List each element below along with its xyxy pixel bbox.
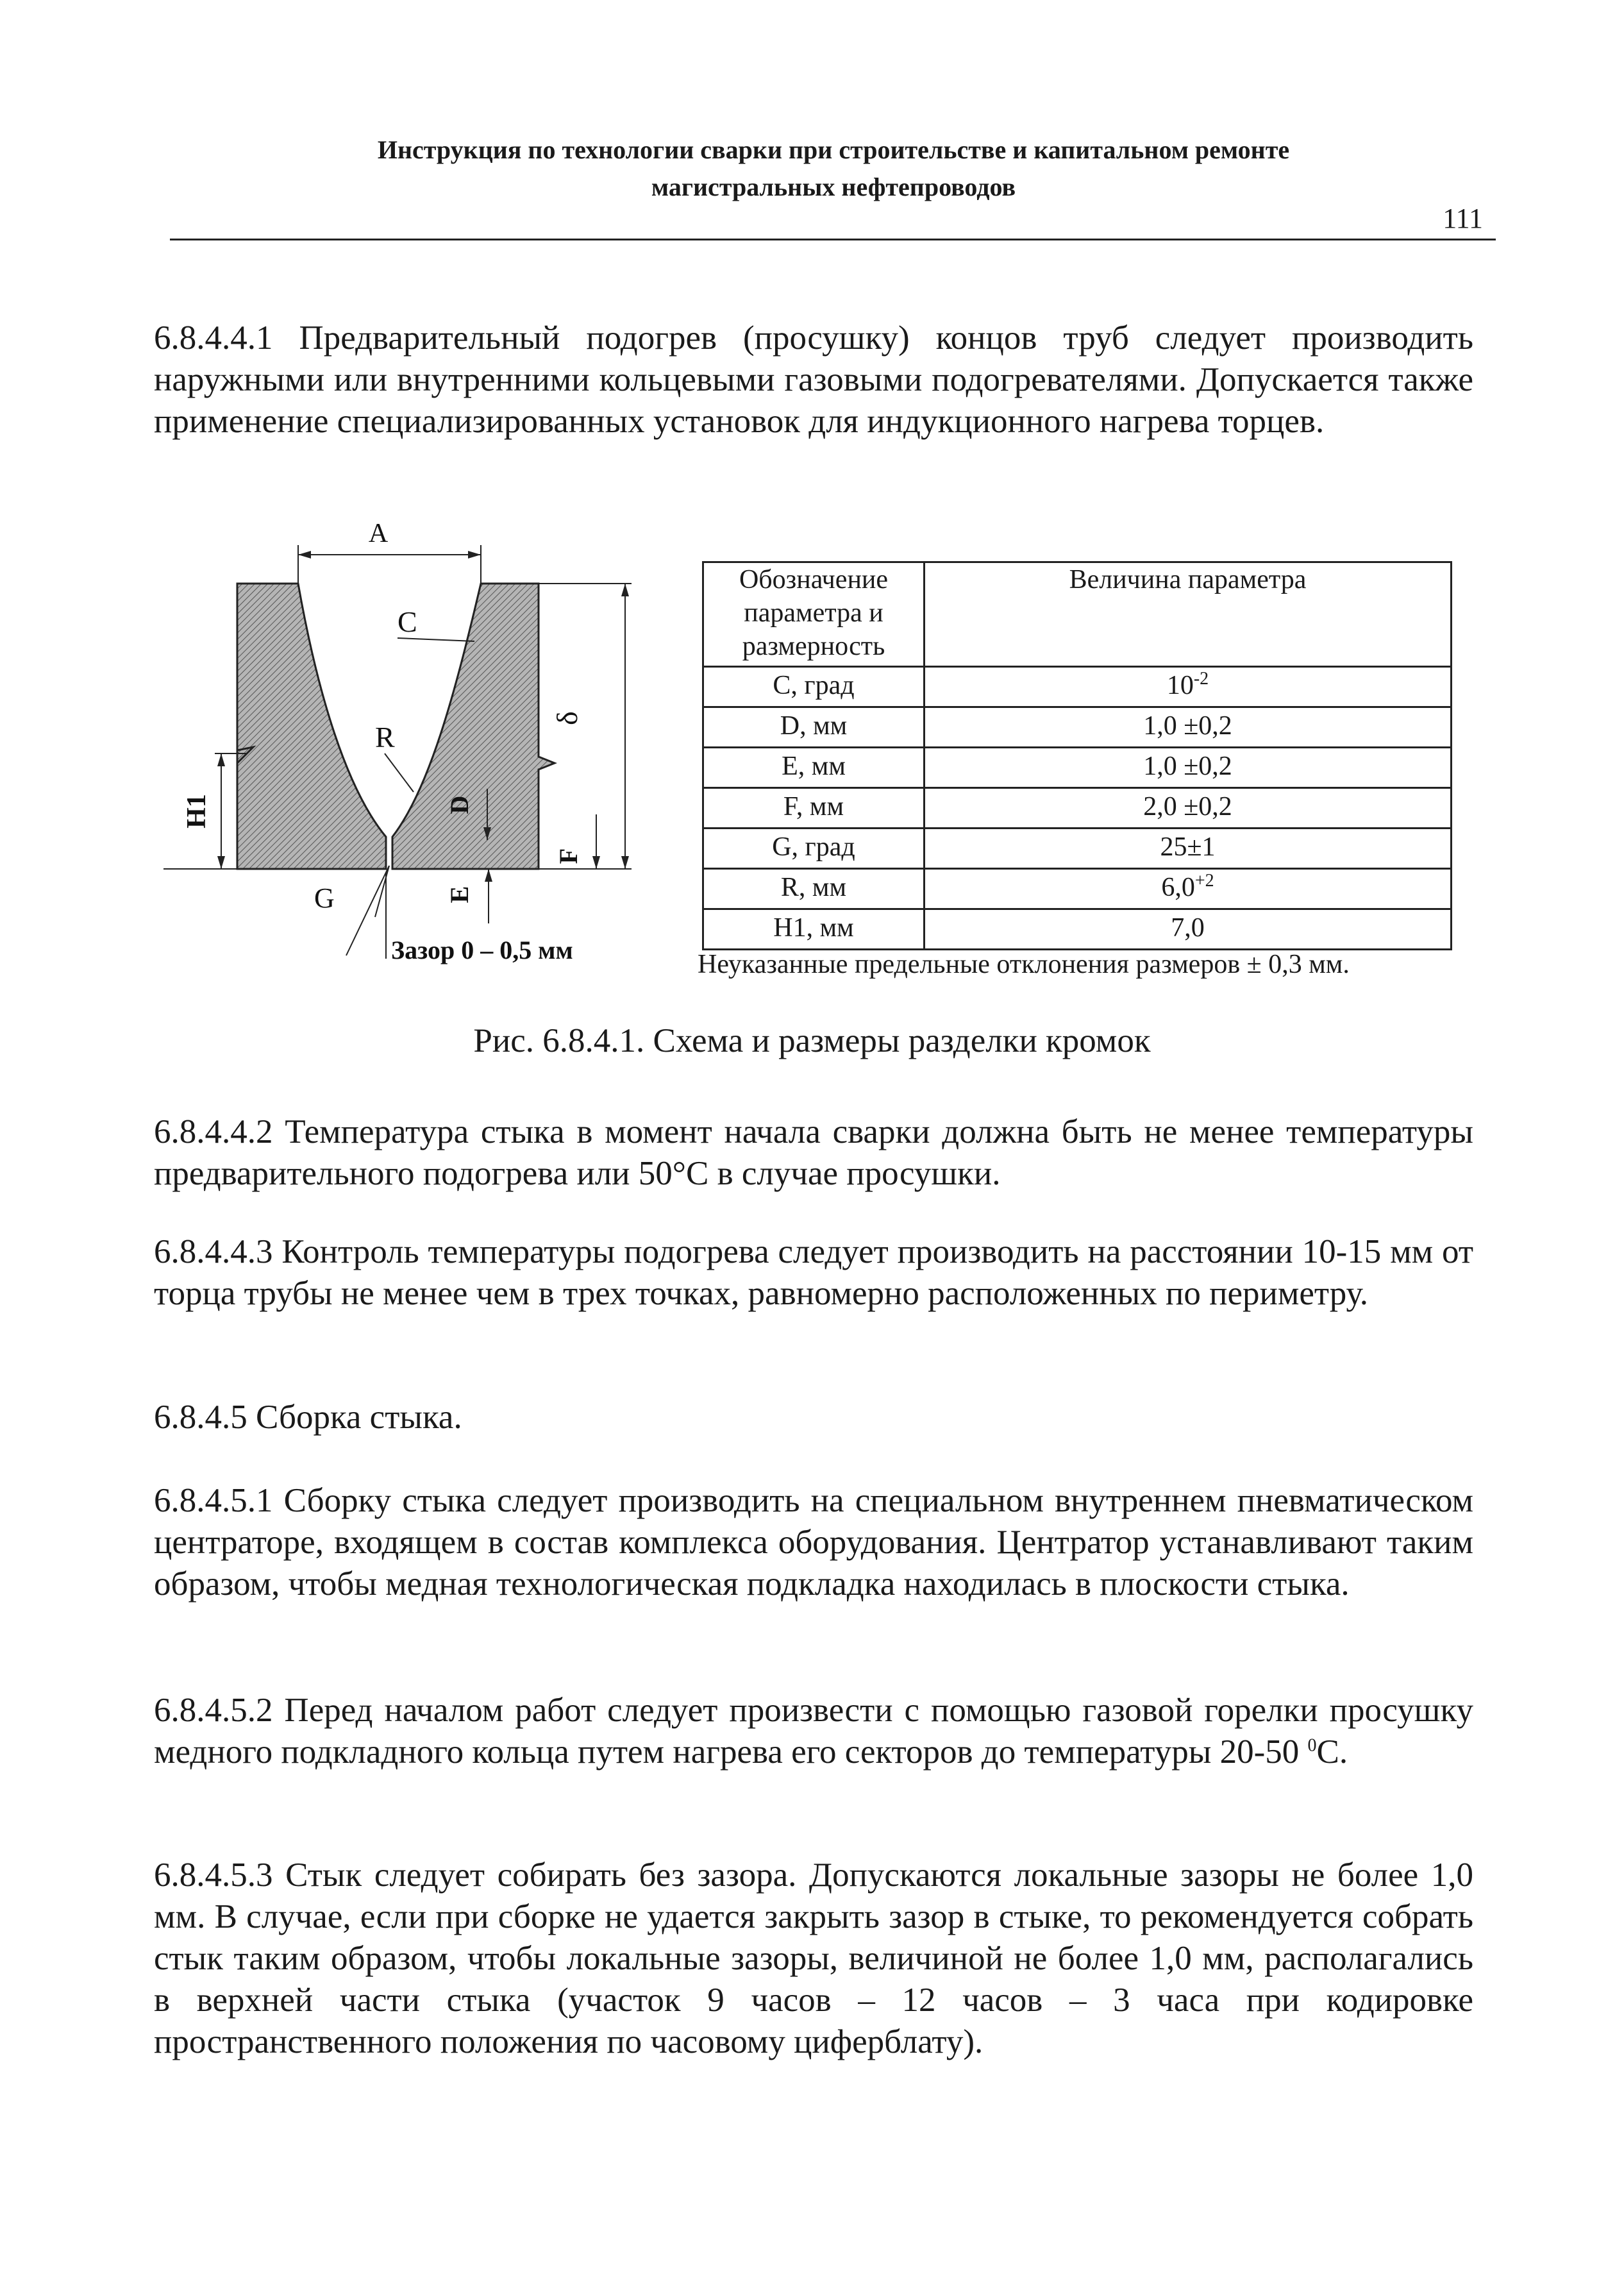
- table-header-row: [703, 562, 1452, 667]
- table-row: [703, 788, 1452, 829]
- label-f: F: [554, 848, 583, 864]
- header-cell-param: Обозначение параметра и размерность: [703, 562, 925, 667]
- header-cell-value: Величина параметра: [925, 562, 1452, 667]
- label-e: E: [445, 886, 474, 904]
- page-number: 111: [1443, 203, 1483, 234]
- header-title-line1: Инструкция по технологии сварки при строительстве и капитальном ремонте: [377, 135, 1290, 164]
- table-row: [703, 869, 1452, 909]
- value-cell: 1,0 ±0,2: [925, 707, 1452, 748]
- value-cell: $10^{-2}$: [925, 667, 1452, 707]
- header-rule: [170, 239, 1496, 240]
- param-cell: G, град: [703, 829, 925, 869]
- document-header: [170, 131, 1497, 206]
- label-g: G: [314, 882, 335, 914]
- table-row: [703, 667, 1452, 707]
- paragraph-6-8-4-4-2: 6.8.4.4.2 Температура стыка в момент начала сварки должна быть не менее температуры предварительного подогрева или 50°С в случае просушки.: [154, 1113, 1473, 1192]
- param-cell: R, мм: [703, 869, 925, 909]
- value-cell: 7,0: [925, 909, 1452, 950]
- left-plate: [237, 584, 386, 869]
- table-row: [703, 748, 1452, 788]
- table-row: [703, 909, 1452, 950]
- edge-preparation-diagram: [154, 507, 686, 988]
- paragraph-6-8-4-5: 6.8.4.5 Сборка стыка.: [154, 1399, 462, 1436]
- paragraph-6-8-4-5-3: 6.8.4.5.3 Стык следует собирать без зазора. Допускаются локальные зазоры не более 1,0 мм. В случае, если при сборке не удается закрыть зазор в стыке, то рекомендуется собрать стык таким образом, чтобы локальные зазоры, величиной не более 1,0 мм, располагались в верхней части стыка (участок 9 часов – 12 часов – 3 часа при кодировке пространственного положения по часовому циферблату).: [154, 1856, 1473, 2060]
- label-d: D: [445, 795, 474, 814]
- table-row: [703, 829, 1452, 869]
- label-r: R: [375, 721, 395, 753]
- param-cell: E, мм: [703, 748, 925, 788]
- label-h1: H1: [182, 794, 212, 829]
- label-c: C: [398, 605, 417, 638]
- paragraph-6-8-4-5-1: 6.8.4.5.1 Сборку стыка следует производить на специальном внутреннем пневматическом центраторе, входящем в состав комплекса оборудования. Центратор устанавливают таким образом, чтобы медная технологическая подкладка находилась в плоскости стыка.: [154, 1482, 1473, 1603]
- param-cell: H1, мм: [703, 909, 925, 950]
- parameter-table: [702, 561, 1452, 950]
- value-cell: $6,0^{+2}$: [925, 869, 1452, 909]
- figure-caption: Рис. 6.8.4.1. Схема и размеры разделки кромок: [473, 1022, 1151, 1059]
- paragraph-6-8-4-5-2: 6.8.4.5.2 Перед началом работ следует произвести с помощью газовой горелки просушку медного подкладного кольца путем нагрева его секторов до температуры 20-50 $^0$С.: [154, 1692, 1473, 1771]
- label-delta: δ: [551, 711, 583, 725]
- value-cell: 1,0 ±0,2: [925, 748, 1452, 788]
- param-cell: D, мм: [703, 707, 925, 748]
- value-cell: 25±1: [925, 829, 1452, 869]
- value-cell: 2,0 ±0,2: [925, 788, 1452, 829]
- paragraph-6-8-4-4-3: 6.8.4.4.3 Контроль температуры подогрева следует производить на расстоянии 10-15 мм от торца трубы не менее чем в трех точках, равномерно расположенных по периметру.: [154, 1233, 1473, 1312]
- paragraph-6-8-4-4-1: 6.8.4.4.1 Предварительный подогрев (просушку) концов труб следует производить наружными или внутренними кольцевыми газовыми подогревателями. Допускается также применение специализированных установок для индукционного нагрева торцев.: [154, 319, 1473, 440]
- param-cell: F, мм: [703, 788, 925, 829]
- table-row: [703, 707, 1452, 748]
- header-title-line2: магистральных нефтепроводов: [651, 173, 1016, 201]
- param-cell: C, град: [703, 667, 925, 707]
- tolerance-note: Неуказанные предельные отклонения размеров ± 0,3 мм.: [698, 950, 1350, 979]
- gap-label: Зазор 0 – 0,5 мм: [391, 936, 573, 964]
- label-a: A: [368, 519, 389, 548]
